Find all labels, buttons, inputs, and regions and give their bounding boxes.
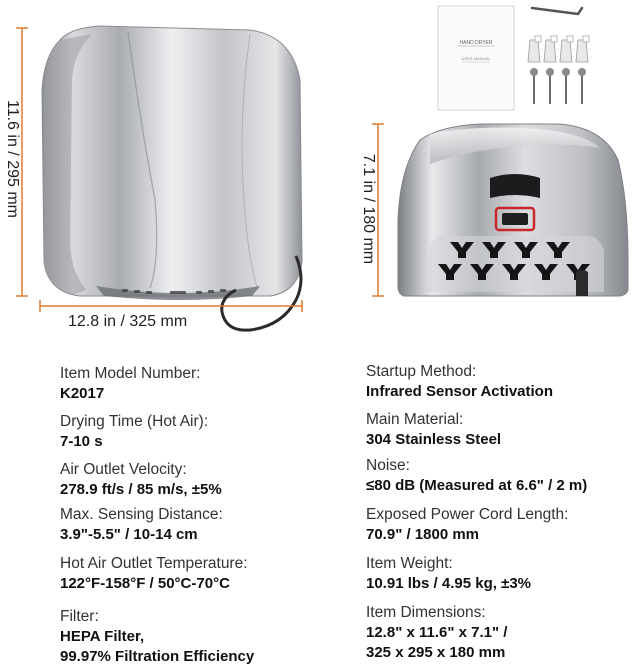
spec-power-cord-length: [366, 505, 568, 545]
spec-label: Hot Air Outlet Temperature:: [60, 555, 248, 572]
spec-value: 70.9" / 1800 mm: [366, 526, 480, 543]
spec-label: Item Dimensions:: [366, 604, 486, 621]
spec-label: Noise:: [366, 457, 410, 474]
spec-value: 278.9 ft/s / 85 m/s, ±5%: [60, 481, 222, 498]
spec-main-material: [366, 410, 501, 450]
spec-item-dimensions: [366, 603, 507, 663]
spec-startup-method: [366, 362, 553, 402]
mounting-screws-icon: [528, 36, 589, 104]
hand-dryer-side-view: [398, 124, 628, 296]
spec-drying-time: [60, 412, 208, 452]
spec-value-line2: 99.97% Filtration Efficiency: [60, 648, 255, 665]
manual-title: HAND DRYER: [459, 40, 493, 46]
side-height-label: 7.1 in / 180 mm: [360, 153, 377, 265]
hex-key-icon: [532, 8, 582, 14]
spec-value-line2: 325 x 295 x 180 mm: [366, 644, 506, 661]
spec-value: 10.91 lbs / 4.95 kg, ±3%: [366, 575, 531, 592]
spec-model-number: [60, 364, 200, 404]
spec-label: Filter:: [60, 608, 99, 625]
spec-value: 7-10 s: [60, 433, 103, 450]
spec-value: 3.9"-5.5" / 10-14 cm: [60, 526, 198, 543]
spec-air-outlet-velocity: [60, 460, 222, 500]
infrared-sensor-window: [490, 174, 540, 198]
front-height-label: 11.6 in / 295 mm: [4, 100, 21, 218]
spec-item-weight: [366, 554, 531, 594]
spec-label: Item Model Number:: [60, 365, 201, 382]
spec-label: Exposed Power Cord Length:: [366, 506, 569, 523]
spec-value: HEPA Filter,: [60, 628, 145, 645]
spec-value: Infrared Sensor Activation: [366, 383, 553, 400]
spec-value: K2017: [60, 385, 105, 402]
spec-sensing-distance: [60, 505, 223, 545]
cord-outlet: [576, 270, 588, 296]
spec-label: Item Weight:: [366, 555, 453, 572]
spec-filter: [60, 607, 254, 667]
spec-value: 12.8" x 11.6" x 7.1" /: [366, 624, 508, 641]
red-sensor: [502, 213, 528, 225]
front-width-label: 12.8 in / 325 mm: [68, 313, 188, 330]
spec-label: Main Material:: [366, 411, 464, 428]
spec-outlet-temperature: [60, 554, 248, 594]
spec-label: Air Outlet Velocity:: [60, 461, 187, 478]
spec-noise: [366, 456, 587, 496]
spec-value: 122°F-158°F / 50°C-70°C: [60, 575, 230, 592]
spec-label: Max. Sensing Distance:: [60, 506, 223, 523]
manual-subtitle: USER MANUAL: [461, 56, 491, 61]
hand-dryer-front-view: [42, 26, 302, 330]
spec-label: Drying Time (Hot Air):: [60, 413, 209, 430]
spec-value: 304 Stainless Steel: [366, 431, 502, 448]
spec-label: Startup Method:: [366, 363, 477, 380]
spec-value: ≤80 dB (Measured at 6.6" / 2 m): [366, 477, 588, 494]
